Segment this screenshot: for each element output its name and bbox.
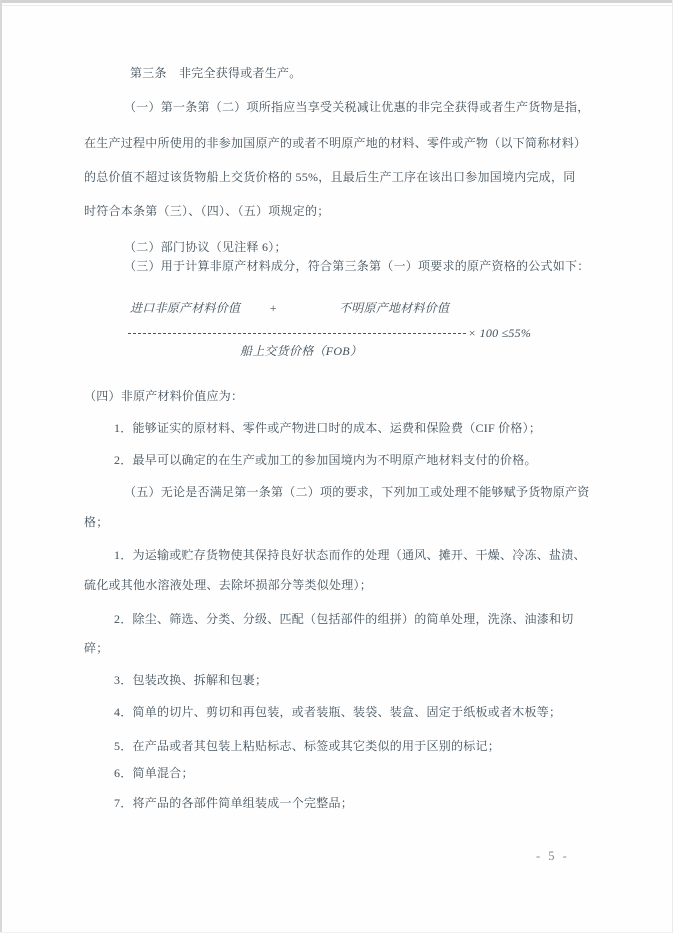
doc-line: 在生产过程中所使用的非参加国原产的或者不明原产地的材料、零件或产物（以下简称材料） [84, 136, 587, 150]
formula-result: × 100 ≤55% [468, 326, 532, 340]
formula-numerator-left: 进口非原产材料价值 [130, 301, 241, 315]
formula-numerator-right: 不明原产地材料价值 [339, 301, 450, 315]
doc-line: 格； [84, 515, 109, 529]
doc-heading: 第三条 非完全获得或者生产。 [130, 66, 302, 80]
page-edge-left [0, 0, 2, 933]
doc-line: 2．最早可以确定的在生产或加工的参加国境内为不明原产地材料支付的价格。 [114, 453, 537, 467]
doc-line: 7．将产品的各部件简单组装成一个完整品； [114, 796, 354, 810]
doc-line: 时符合本条第（三）、（四）、（五）项规定的； [84, 204, 330, 218]
page-edge-top-shadow [0, 5, 673, 6]
page-number: - 5 - [536, 849, 570, 863]
doc-line: 1．为运输或贮存货物使其保持良好状态而作的处理（通风、摊开、干燥、冷冻、盐渍、 [114, 548, 586, 562]
doc-line: 2．除尘、筛选、分类、分级、匹配（包括部件的组拼）的简单处理，洗涤、油漆和切 [114, 612, 574, 626]
formula-denominator: 船上交货价格（FOB） [240, 344, 363, 358]
doc-line: 4．简单的切片、剪切和再包装，或者装瓶、装袋、装盒、固定于纸板或者木板等； [114, 705, 562, 719]
doc-line: （三）用于计算非原产材料成分，符合第三条第（一）项要求的原产资格的公式如下： [124, 259, 590, 273]
doc-line: （二）部门协议（见注释 6）； [124, 240, 287, 254]
doc-line: 3．包装改换、拆解和包裹； [114, 673, 268, 687]
doc-line: 6．简单混合； [114, 766, 194, 780]
doc-line: 的总价值不超过该货物船上交货价格的 55%，且最后生产工序在该出口参加国境内完成，同 [84, 170, 576, 184]
formula-divider-line [128, 333, 466, 334]
doc-line: （一）第一条第（二）项所指应当享受关税减让优惠的非完全获得或者生产货物是指， [124, 100, 590, 114]
doc-line: 5．在产品或者其包装上粘贴标志、标签或其它类似的用于区别的标记； [114, 739, 501, 753]
plus-sign: + [269, 301, 278, 315]
doc-line: （五）无论是否满足第一条第（二）项的要求，下列加工或处理不能够赋予货物原产资 [124, 485, 590, 499]
doc-line: （四）非原产材料价值应为： [84, 389, 244, 403]
doc-line: 硫化或其他水溶液处理、去除坏损部分等类似处理）； [84, 578, 373, 592]
page-edge-top [0, 0, 673, 3]
doc-line: 1．能够证实的原材料、零件或产物进口时的成本、运费和保险费（CIF 价格）； [114, 421, 542, 435]
doc-line: 碎； [84, 641, 109, 655]
